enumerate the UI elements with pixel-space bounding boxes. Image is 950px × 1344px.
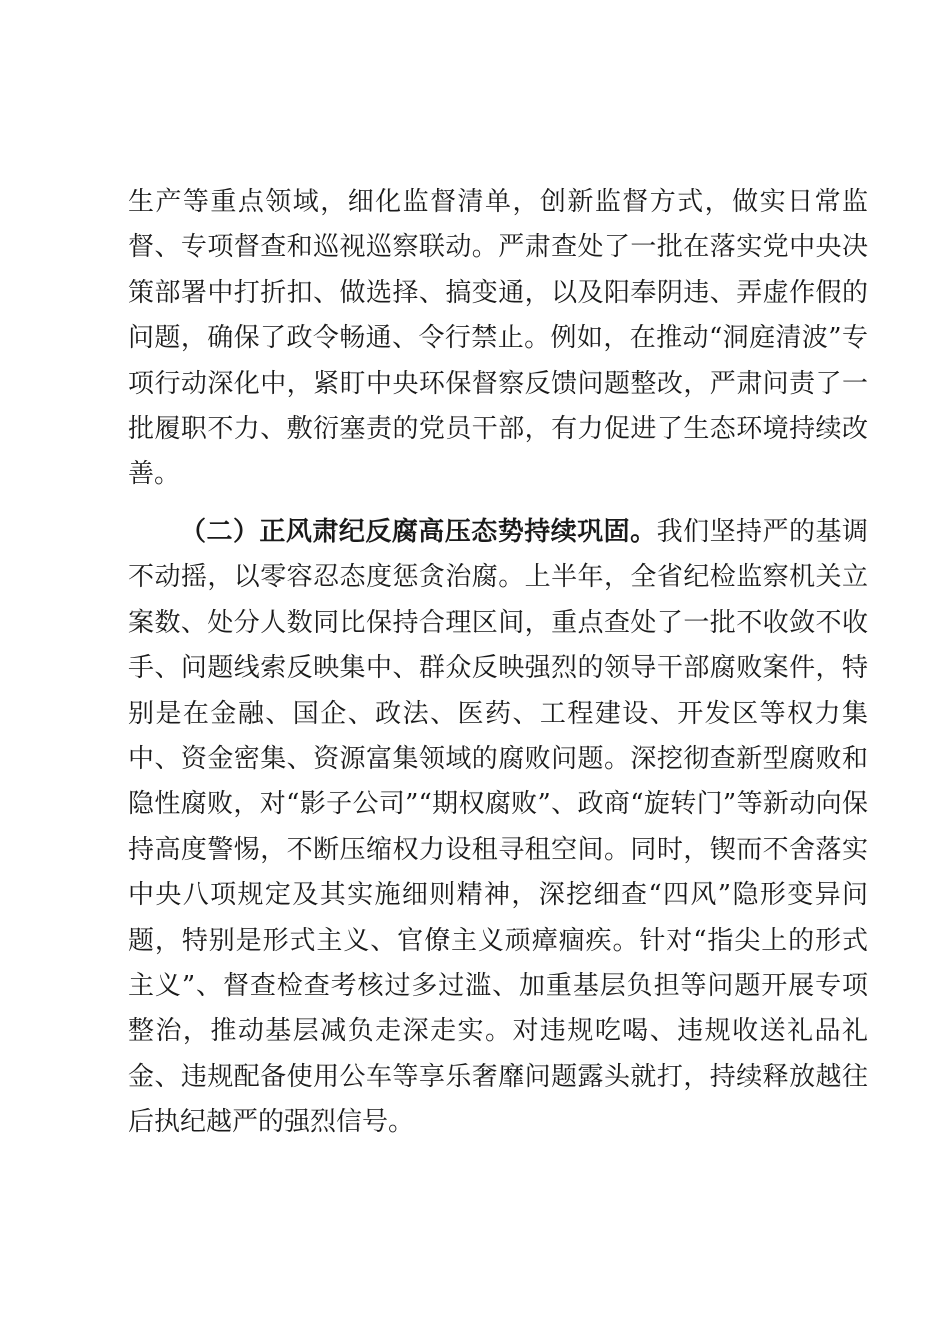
paragraph-2-body: 我们坚持严的基调不动摇，以零容忍态度惩贪治腐。上半年，全省纪检监察机关立案数、处分人数同比保持合理区间，重点查处了一批不收敛不收手、问题线索反映集中、群众反映强烈的领导干部腐败案件，特别是在金融、国企、政法、医药、工程建设、开发区等权力集中、资金密集、资源富集领域的腐败问题。深挖彻查新型腐败和隐性腐败，对“影子公司”“期权腐败”、政商“旋转门”等新动向保持高度警惕，不断压缩权力设租寻租空间。同时，锲而不舍落实中央八项规定及其实施细则精神，深挖细查“四风”隐形变异问题，特别是形式主义、官僚主义顽瘴痼疾。针对“指尖上的形式主义”、督查检查考核过多过滥、加重基层负担等问题开展专项整治，推动基层减负走深走实。对违规吃喝、违规收送礼品礼金、违规配备使用公车等享乐奢靡问题露头就打，持续释放越往后执纪越严的强烈信号。 <box>128 517 868 1138</box>
paragraph-1: 生产等重点领域，细化监督清单，创新监督方式，做实日常监督、专项督查和巡视巡察联动。严肃查处了一批在落实党中央决策部署中打折扣、做选择、搞变通，以及阳奉阴违、弄虚作假的问题，确保了政令畅通、令行禁止。例如，在推动“洞庭清波”专项行动深化中，紧盯中央环保督察反馈问题整改，严肃问责了一批履职不力、敷衍塞责的党员干部，有力促进了生态环境持续改善。 <box>128 187 868 490</box>
paragraph-2 <box>128 510 868 1146</box>
section-heading: （二）正风肃纪反腐高压态势持续巩固。 <box>180 517 657 547</box>
